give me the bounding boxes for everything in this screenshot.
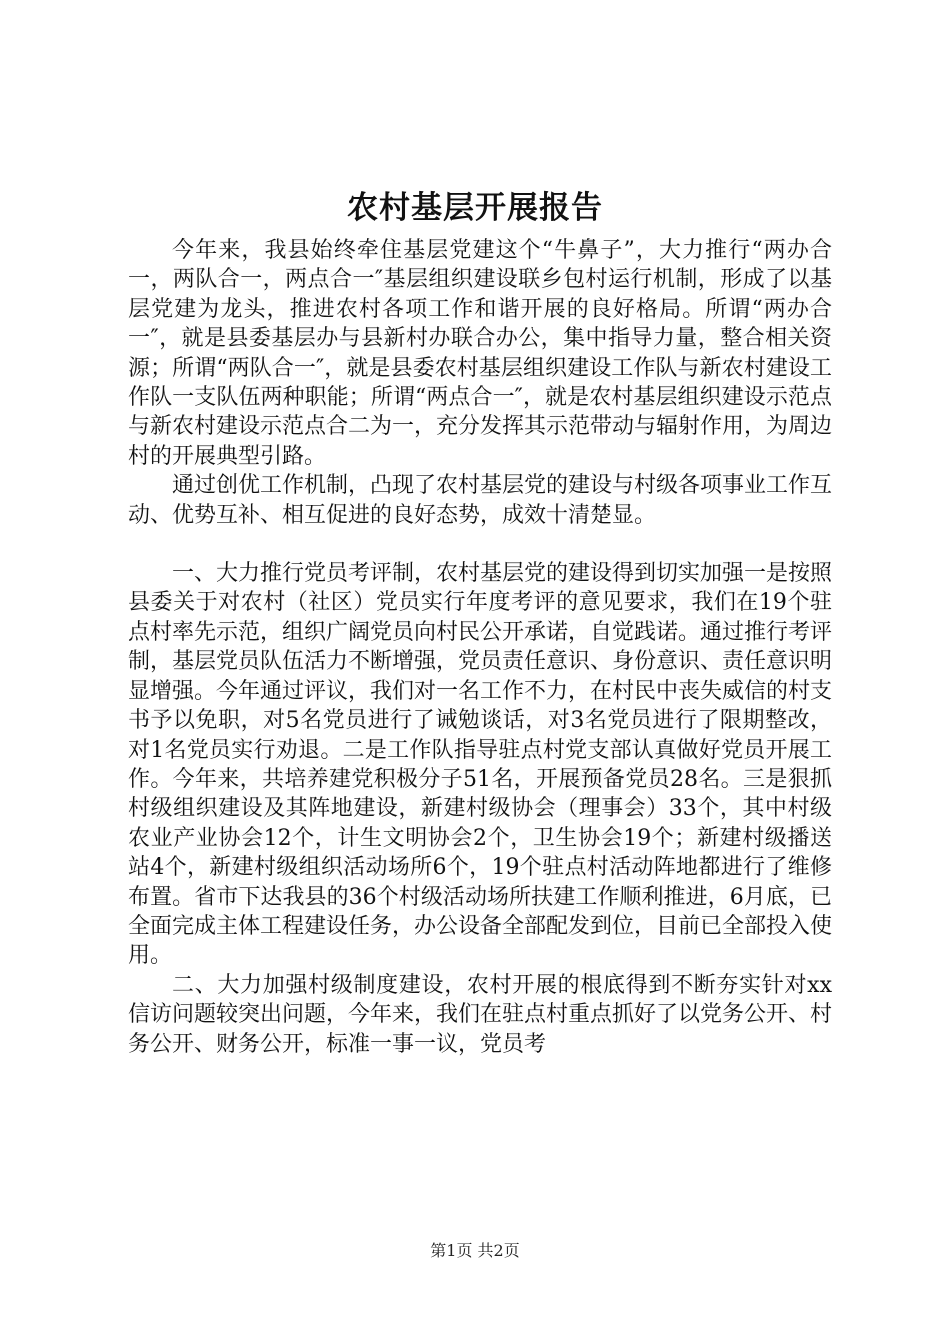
paragraph-gap [128,530,832,559]
paragraph-summary: 通过创优工作机制，凸现了农村基层党的建设与村级各项事业工作互动、优势互补、相互促进的良好态势，成效十清楚显。 [128,473,833,528]
page-footer: 第1页 共2页 [430,1241,520,1260]
paragraph-intro: 今年来，我县始终牵住基层党建这个“牛鼻子”，大力推行“两办合一，两队合一，两点合一″基层组织建设联乡包村运行机制，形成了以基层党建为龙头，推进农村各项工作和谐开展的良好格局。所谓“两办合一″，就是县委基层办与县新村办联合办公，集中指导力量，整合相关资源；所谓“两队合一″，就是县委农村基层组织建设工作队与新农村建设工作队一支队伍两种职能；所谓“两点合一″，就是农村基层组织建设示范点与新农村建设示范点合二为一，充分发挥其示范带动与辐射作用，为周边村的开展典型引路。 [128,238,833,469]
document-body [128,236,832,1059]
document-title: 农村基层开展报告 [347,190,603,226]
paragraph-section-two: 二、大力加强村级制度建设，农村开展的根底得到不断夯实针对xx信访问题较突出问题，今年来，我们在驻点村重点抓好了以党务公开、村务公开、财务公开，标准一事一议，党员考 [128,972,833,1057]
paragraph-section-one: 一、大力推行党员考评制，农村基层党的建设得到切实加强一是按照县委关于对农村（社区）党员实行年度考评的意见要求，我们在19个驻点村率先示范，组织广阔党员向村民公开承诺，自觉践诺。通过推行考评制，基层党员队伍活力不断增强，党员责任意识、身份意识、责任意识明显增强。今年通过评议，我们对一名工作不力，在村民中丧失威信的村支书予以免职，对5名党员进行了诫勉谈话，对3名党员进行了限期整改，对1名党员实行劝退。二是工作队指导驻点村党支部认真做好党员开展工作。今年来，共培养建党积极分子51名，开展预备党员28名。三是狠抓村级组织建设及其阵地建设，新建村级协会（理事会）33个，其中村级农业产业协会12个，计生文明协会2个，卫生协会19个；新建村级播送站4个，新建村级组织活动场所6个，19个驻点村活动阵地都进行了维修布置。省市下达我县的36个村级活动场所扶建工作顺利推进，6月底，已全面完成主体工程建设任务，办公设备全部配发到位，目前已全部投入使用。 [128,561,833,969]
